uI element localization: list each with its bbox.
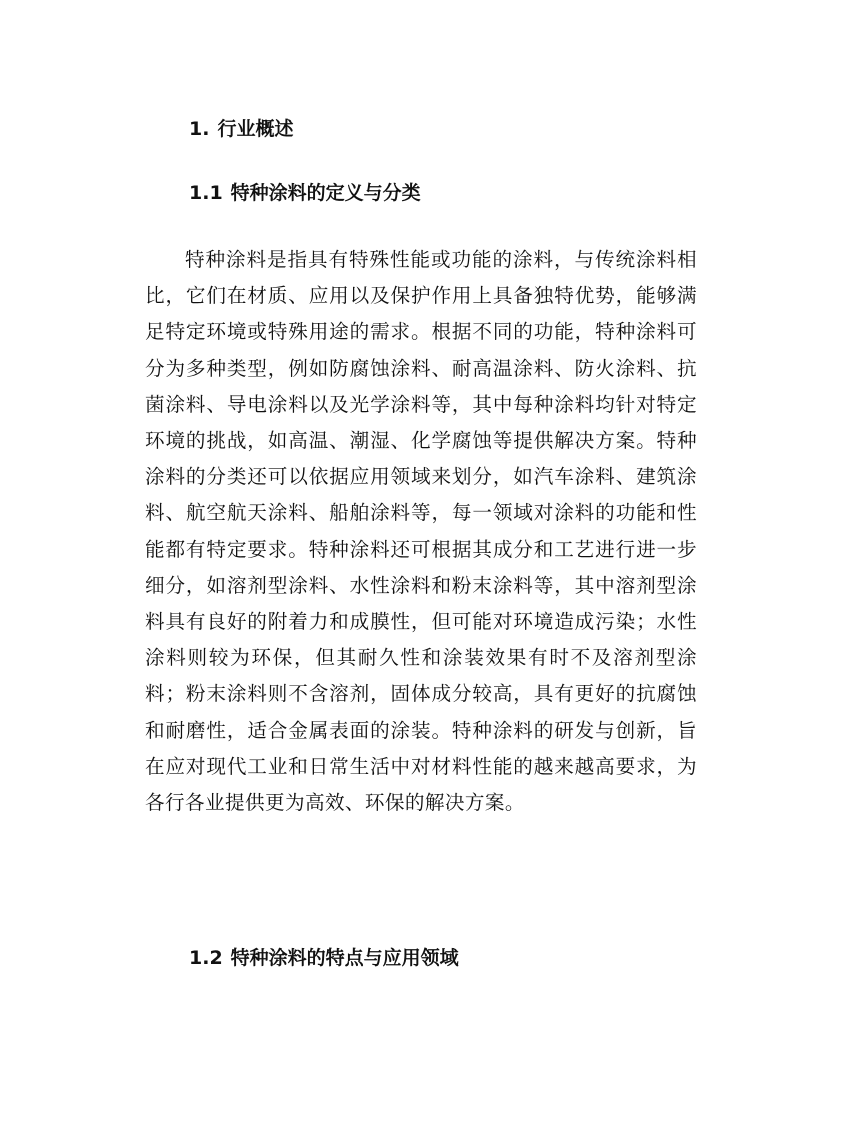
section-heading-1 (189, 116, 293, 142)
body-paragraph: 特种涂料是指具有特殊性能或功能的涂料，与传统涂料相比，它们在材质、应用以及保护作用上具备独特优势，能够满足特定环境或特殊用途的需求。根据不同的功能，特种涂料可分为多种类型，例如防腐蚀涂料、耐高温涂料、防火涂料、抗菌涂料、导电涂料以及光学涂料等，其中每种涂料均针对特定环境的挑战，如高温、潮湿、化学腐蚀等提供解决方案。特种涂料的分类还可以依据应用领域来划分，如汽车涂料、建筑涂料、航空航天涂料、船舶涂料等，每一领域对涂料的功能和性能都有特定要求。特种涂料还可根据其成分和工艺进行进一步细分，如溶剂型涂料、水性涂料和粉末涂料等，其中溶剂型涂料具有良好的附着力和成膜性，但可能对环境造成污染；水性涂料则较为环保，但其耐久性和涂装效果有时不及溶剂型涂料；粉末涂料则不含溶剂，固体成分较高，具有更好的抗腐蚀和耐磨性，适合金属表面的涂装。特种涂料的研发与创新，旨在应对现代工业和日常生活中对材料性能的越来越高要求，为各行各业提供更为高效、环保的解决方案。 (145, 248, 697, 815)
subsection-heading-1-2 (189, 945, 459, 971)
subsection-number: 1.1 (189, 182, 223, 204)
section-number: 1. (189, 118, 210, 140)
subsection-title: 特种涂料的定义与分类 (230, 182, 421, 204)
section-title: 行业概述 (217, 118, 294, 140)
subsection-heading-1-1 (189, 180, 421, 206)
subsection-number: 1.2 (189, 947, 223, 969)
subsection-title: 特种涂料的特点与应用领域 (230, 947, 459, 969)
